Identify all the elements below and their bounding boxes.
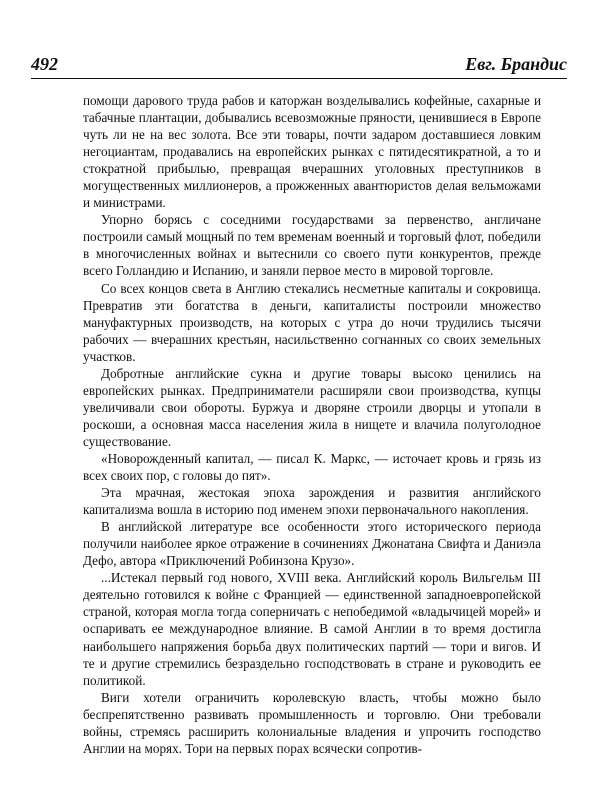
page-header [31,54,567,75]
header-rule [31,78,567,79]
running-title: Евг. Брандис [465,54,567,74]
paragraph: Виги хотели ограничить королевскую власть, чтобы можно было беспрепятственно развивать промышленность и торговлю. Они требовали войны, стремясь расширить колониальные владения и упрочить господство Англии на морях. Тори на первых порах всячески сопротив- [83,689,541,756]
paragraph: Добротные английские сукна и другие товары высоко ценились на европейских рынках. Предприниматели расширяли свои производства, купцы увеличивали свои обороты. Буржуа и дворяне строили дворцы и утопали в роскоши, а основная масса населения жила в нищете и влачила полуголодное существование. [83,365,541,449]
paragraph: Упорно борясь с соседними государствами за первенство, англичане построили самый мощный по тем временам военный и торговый флот, победили в многочисленных войнах и вытеснили со своего пути конкурентов, прежде всего Голландию и Испанию, и заняли первое место в мировой торговле. [83,212,541,279]
body-text [83,92,541,757]
paragraph: В английской литературе все особенности этого исторического периода получили наиболее яркое отражение в сочинениях Джонатана Свифта и Даниэла Дефо, автора «Приключений Робинзона Крузо». [83,519,541,569]
paragraph: помощи дарового труда рабов и каторжан возделывались кофейные, сахарные и табачные плантации, добывались всевозможные пряности, ценившиеся в Европе чуть ли не на вес золота. Все эти товары, почти задаром доставшиеся ловким негоциантам, продавались на европейских рынках с пятидесятикратной, а то и стократной прибылью, превращая вчерашних уголовных преступников в могущественных миллионеров, а прожженных авантюристов делая вельможами и министрами. [83,93,541,211]
paragraph: Эта мрачная, жестокая эпоха зарождения и развития английского капитализма вошла в историю под именем эпохи первоначального накопления. [83,485,541,518]
quotation-paragraph: «Новорожденный капитал, — писал К. Маркс, — источает кровь и грязь из всех своих пор, с головы до пят». [83,450,541,484]
paragraph: Со всех концов света в Англию стекались несметные капиталы и сокровища. Превратив эти богатства в деньги, капиталисты построили множество мануфактурных производств, на которых с утра до ночи трудились тысячи рабочих — вчерашних крестьян, насильственно согнанных со своих земельных участков. [83,280,541,364]
page-number: 492 [31,54,58,74]
paragraph: ...Истекал первый год нового, XVIII века. Английский король Вильгельм III деятельно готовился к войне с Францией — единственной западноевропейской страной, которая могла тогда соперничать с непобедимой «владычицей морей» и оспаривать ее международное влияние. В самой Англии в то время достигла наибольшего напряжения борьба двух политических партий — тори и вигов. И те и другие стремились безраздельно господствовать в стране и руководить ее политикой. [83,570,541,688]
